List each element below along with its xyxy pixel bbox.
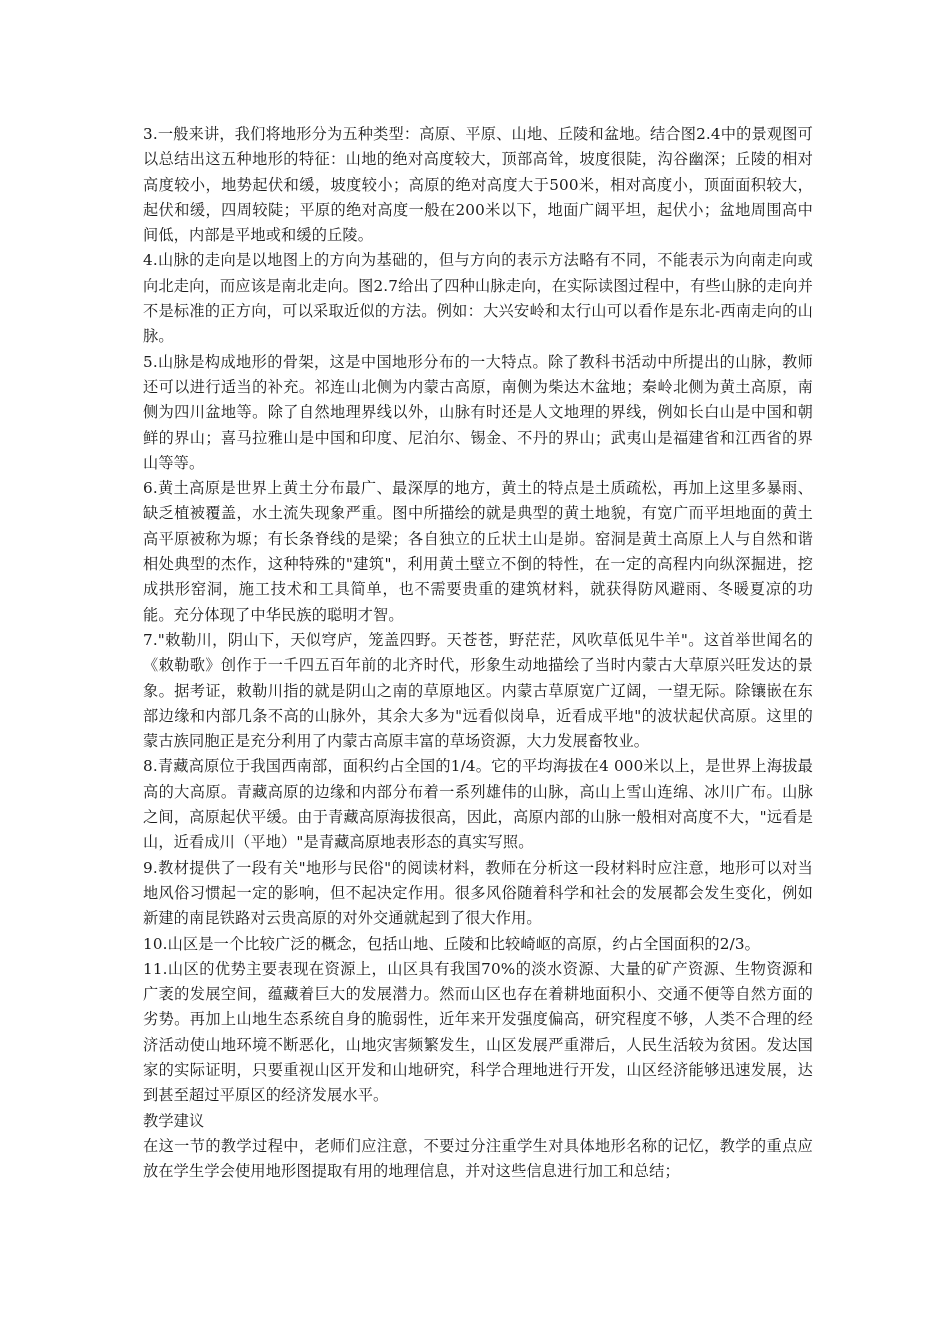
paragraph-3-landform-types: 3.一般来讲，我们将地形分为五种类型：高原、平原、山地、丘陵和盆地。结合图2.4中的景观图可以总结出这五种地形的特征：山地的绝对高度较大，顶部高耸，坡度很陡，沟谷幽深；丘陵的相对高度较小，地势起伏和缓，坡度较小；高原的绝对高度大于500米，相对高度小，顶面面积较大，起伏和缓，四周较陡；平原的绝对高度一般在200米以下，地面广阔平坦，起伏小；盆地周围高中间低，内部是平地或和缓的丘陵。 bbox=[143, 125, 813, 245]
paragraph-9-terrain-customs: 9.教材提供了一段有关"地形与民俗"的阅读材料，教师在分析这一段材料时应注意，地形可以对当地风俗习惯起一定的影响，但不起决定作用。很多风俗随着科学和社会的发展都会发生变化，例如新建的南昆铁路对云贵高原的对外交通就起到了很大作用。 bbox=[143, 858, 813, 928]
section-heading-teaching-advice: 教学建议 bbox=[143, 1111, 205, 1130]
paragraph-teaching-advice: 在这一节的教学过程中，老师们应注意，不要过分注重学生对具体地形名称的记忆，教学的重点应放在学生学会使用地形图提取有用的地理信息，并对这些信息进行加工和总结； bbox=[143, 1136, 813, 1181]
paragraph-6-loess-plateau: 6.黄土高原是世界上黄土分布最广、最深厚的地方，黄土的特点是土质疏松，再加上这里多暴雨、缺乏植被覆盖，水土流失现象严重。图中所描绘的就是典型的黄土地貌，有宽广而平坦地面的黄土高平原被称为塬；有长条脊线的是梁；各自独立的丘状土山是峁。窑洞是黄土高原上人与自然和谐相处典型的杰作，这种特殊的"建筑"，利用黄土壁立不倒的特性，在一定的高程内向纵深掘进，挖成拱形窑洞，施工技术和工具简单，也不需要贵重的建筑材料，就获得防风避雨、冬暖夏凉的功能。充分体现了中华民族的聪明才智。 bbox=[143, 479, 813, 624]
paragraph-7-chile-song: 7."敕勒川，阴山下，天似穹庐，笼盖四野。天苍苍，野茫茫，风吹草低见牛羊"。这首举世闻名的《敕勒歌》创作于一千四五百年前的北齐时代，形象生动地描绘了当时内蒙古大草原兴旺发达的景象。据考证，敕勒川指的就是阴山之南的草原地区。内蒙古草原宽广辽阔，一望无际。除镶嵌在东部边缘和内部几条不高的山脉外，其余大多为"远看似岗阜，近看成平地"的波状起伏高原。这里的蒙古族同胞正是充分利用了内蒙古高原丰富的草场资源，大力发展畜牧业。 bbox=[143, 630, 813, 751]
paragraph-8-tibetan-plateau: 8.青藏高原位于我国西南部，面积约占全国的1/4。它的平均海拔在4 000米以上，是世界上海拔最高的大高原。青藏高原的边缘和内部分布着一系列雄伟的山脉，高山上雪山连绵、冰川广布。山脉之间，高原起伏平缓。由于青藏高原海拔很高，因此，高原内部的山脉一般相对高度不大，"远看是山，近看成川（平地）"是青藏高原地表形态的真实写照。 bbox=[143, 757, 813, 852]
document-body bbox=[143, 122, 813, 1184]
paragraph-4-mountain-direction: 4.山脉的走向是以地图上的方向为基础的，但与方向的表示方法略有不同，不能表示为向南走向或向北走向，而应该是南北走向。图2.7给出了四种山脉走向，在实际读图过程中，有些山脉的走向并不是标准的正方向，可以采取近似的方法。例如：大兴安岭和太行山可以看作是东北-西南走向的山脉。 bbox=[143, 251, 813, 346]
paragraph-10-mountain-area: 10.山区是一个比较广泛的概念，包括山地、丘陵和比较崎岖的高原，约占全国面积的2/3。 bbox=[143, 934, 760, 953]
paragraph-11-mountain-advantages: 11.山区的优势主要表现在资源上，山区具有我国70%的淡水资源、大量的矿产资源、生物资源和广袤的发展空间，蕴藏着巨大的发展潜力。然而山区也存在着耕地面积小、交通不便等自然方面的劣势。再加上山地生态系统自身的脆弱性，近年来开发强度偏高，研究程度不够，人类不合理的经济活动使山地环境不断恶化，山地灾害频繁发生，山区发展严重滞后，人民生活较为贫困。发达国家的实际证明，只要重视山区开发和山地研究，科学合理地进行开发，山区经济能够迅速发展，达到甚至超过平原区的经济发展水平。 bbox=[143, 959, 813, 1105]
paragraph-5-mountain-skeleton: 5.山脉是构成地形的骨架，这是中国地形分布的一大特点。除了教科书活动中所提出的山脉，教师还可以进行适当的补充。祁连山北侧为内蒙古高原，南侧为柴达木盆地；秦岭北侧为黄土高原，南侧为四川盆地等。除了自然地理界线以外，山脉有时还是人文地理的界线，例如长白山是中国和朝鲜的界山；喜马拉雅山是中国和印度、尼泊尔、锡金、不丹的界山；武夷山是福建省和江西省的界山等等。 bbox=[143, 352, 813, 472]
